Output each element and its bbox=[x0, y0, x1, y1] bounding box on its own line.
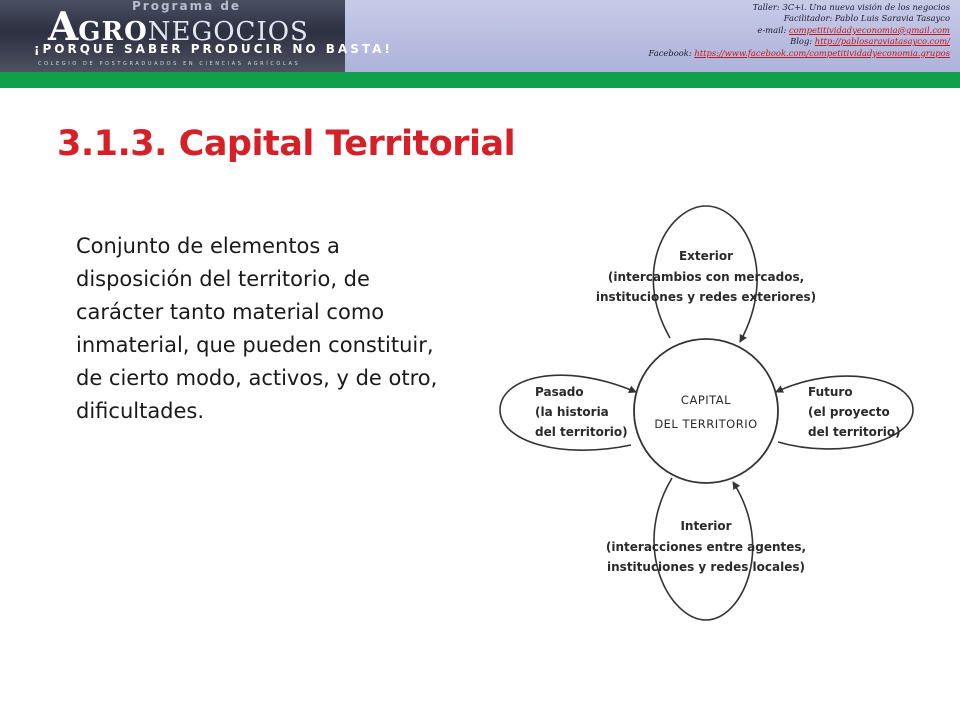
header-contact-info bbox=[648, 2, 950, 59]
blog-link[interactable]: http://pablosaraviatasayco.com/ bbox=[814, 36, 950, 47]
logo-institution: COLEGIO DE POSTGRADUADOS EN CIENCIAS AGRÍCOLAS bbox=[38, 61, 301, 67]
capital-territorial-diagram bbox=[490, 198, 930, 628]
slide-body-text: Conjunto de elementos a disposición del territorio, de carácter tanto material como inmaterial, que pueden constituir, de cierto modo, activos, y de otro, dificultades. bbox=[76, 234, 438, 423]
interior-line-1: (interacciones entre agentes, bbox=[605, 540, 807, 554]
exterior-title: Exterior bbox=[678, 249, 734, 263]
futuro-title: Futuro bbox=[808, 385, 853, 399]
facebook-link[interactable]: https://www.facebook.com/competitividadyeconomia.grupos bbox=[694, 47, 950, 58]
center-label-1: CAPITAL bbox=[680, 393, 732, 407]
exterior-line-1: (intercambios con mercados, bbox=[607, 270, 805, 284]
interior-line-2: instituciones y redes locales) bbox=[607, 560, 805, 574]
logo-title-negocios: NEGOCIOS bbox=[147, 17, 309, 47]
blog-label: Blog: bbox=[790, 36, 815, 47]
taller-line: Taller: 3C+i. Una nueva visión de los negocios bbox=[752, 2, 950, 12]
logo-prefix: Programa de bbox=[132, 0, 242, 13]
capital-center-circle bbox=[634, 339, 778, 483]
facebook-label: Facebook: bbox=[648, 47, 695, 58]
futuro-line-2: del territorio) bbox=[808, 425, 901, 439]
header-banner bbox=[0, 0, 960, 72]
futuro-line-1: (el proyecto bbox=[808, 405, 890, 419]
facilitador-line: Facilitador: Pablo Luis Saravia Tasayco bbox=[783, 13, 950, 24]
logo-title-gro: GRO bbox=[78, 17, 148, 47]
pasado-line-1: (la historia bbox=[535, 405, 609, 419]
pasado-title: Pasado bbox=[535, 385, 584, 399]
header-divider-bar bbox=[0, 72, 960, 88]
email-link[interactable]: competitividadyeconomia@gmail.com bbox=[788, 24, 950, 35]
center-label-2: DEL TERRITORIO bbox=[654, 417, 758, 431]
facebook-line bbox=[648, 48, 950, 59]
logo-tagline: ¡PORQUE SABER PRODUCIR NO BASTA! bbox=[34, 42, 393, 56]
pasado-line-2: del territorio) bbox=[535, 425, 628, 439]
exterior-line-2: instituciones y redes exteriores) bbox=[595, 290, 817, 304]
slide-title: 3.1.3. Capital Territorial bbox=[57, 124, 516, 164]
blog-line bbox=[648, 36, 950, 47]
email-label: e-mail: bbox=[757, 24, 789, 35]
email-line bbox=[648, 25, 950, 36]
agronegocios-logo[interactable] bbox=[0, 0, 393, 72]
logo-title-a: A bbox=[48, 4, 79, 50]
interior-title: Interior bbox=[680, 519, 732, 533]
